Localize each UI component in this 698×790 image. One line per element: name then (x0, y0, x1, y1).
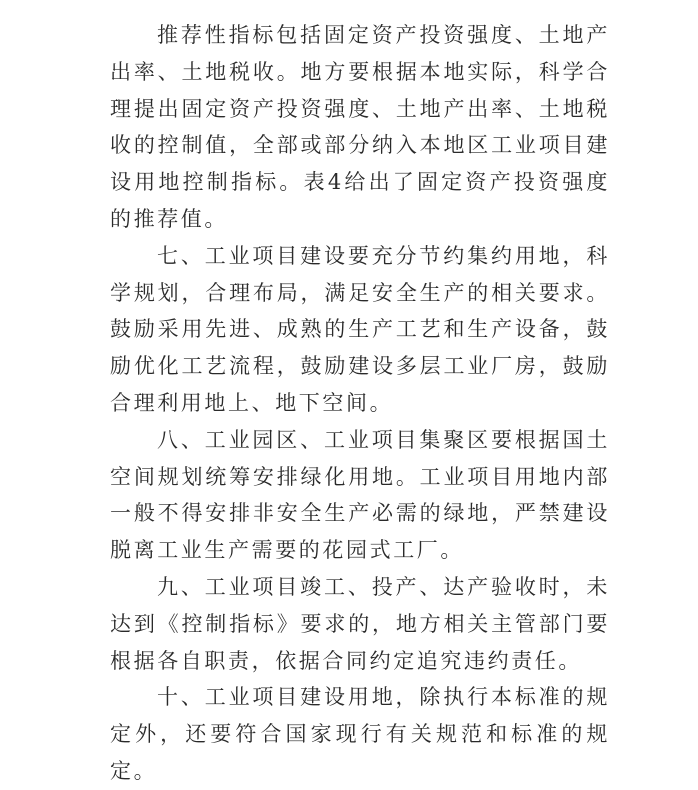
paragraph-item-8: 八、工业园区、工业项目集聚区要根据国土空间规划统筹安排绿化用地。工业项目用地内部一般不得安排非安全生产必需的绿地，严禁建设脱离工业生产需要的花园式工厂。 (110, 427, 610, 563)
paragraph-recommended-indicators: 推荐性指标包括固定资产投资强度、土地产出率、土地税收。地方要根据本地实际，科学合理提出固定资产投资强度、土地产出率、土地税收的控制值，全部或部分纳入本地区工业项目建设用地控制指标。表4给出了固定资产投资强度的推荐值。 (110, 23, 610, 231)
paragraph-item-10: 十、工业项目建设用地，除执行本标准的规定外，还要符合国家现行有关规范和标准的规定。 (110, 685, 610, 783)
paragraph-item-9: 九、工业项目竣工、投产、达产验收时，未达到《控制指标》要求的，地方相关主管部门要根据各自职责，依据合同约定追究违约责任。 (110, 574, 610, 673)
paragraph-item-7: 七、工业项目建设要充分节约集约用地，科学规划，合理布局，满足安全生产的相关要求。鼓励采用先进、成熟的生产工艺和生产设备，鼓励优化工艺流程，鼓励建设多层工业厂房，鼓励合理利用地上、地下空间。 (110, 243, 610, 415)
document-page (110, 17, 610, 790)
